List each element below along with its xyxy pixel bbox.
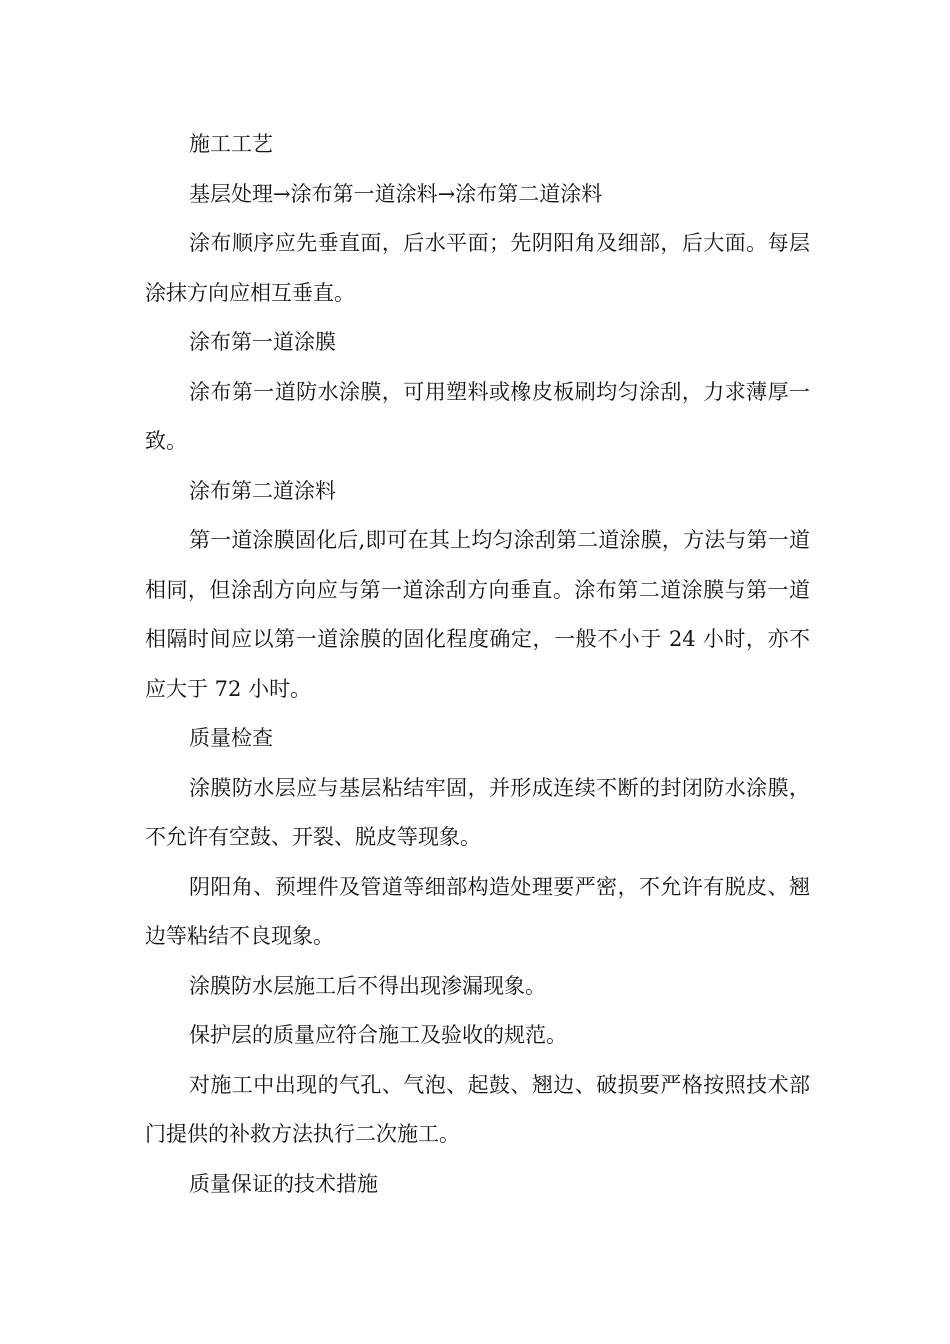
document-page — [145, 120, 810, 1209]
paragraph-inspection-bonding: 涂膜防水层应与基层粘结牢固，并形成连续不断的封闭防水涂膜，不允许有空鼓、开裂、脱皮等现象。 — [145, 775, 810, 849]
paragraph-inspection-repair: 对施工中出现的气孔、气泡、起鼓、翘边、破损要严格按照技术部门提供的补救方法执行二次施工。 — [145, 1072, 810, 1146]
heading-first-coat: 涂布第一道涂膜 — [189, 330, 336, 354]
heading-construction-process: 施工工艺 — [189, 132, 273, 156]
heading-second-coat: 涂布第二道涂料 — [189, 478, 336, 503]
process-flow: 基层处理→涂布第一道涂料→涂布第二道涂料 — [189, 181, 603, 206]
paragraph-application-order: 涂布顺序应先垂直面，后水平面；先阴阳角及细部，后大面。每层涂抹方向应相互垂直。 — [145, 231, 810, 305]
paragraph-inspection-details: 阴阳角、预埋件及管道等细部构造处理要严密，不允许有脱皮、翘边等粘结不良现象。 — [145, 874, 810, 948]
paragraph-inspection-protection: 保护层的质量应符合施工及验收的规范。 — [189, 1023, 567, 1047]
heading-quality-measures: 质量保证的技术措施 — [189, 1171, 378, 1196]
paragraph-inspection-leakage: 涂膜防水层施工后不得出现渗漏现象。 — [189, 973, 546, 998]
paragraph-first-coat: 涂布第一道防水涂膜，可用塑料或橡皮板刷均匀涂刮，力求薄厚一致。 — [145, 379, 810, 453]
heading-quality-inspection: 质量检查 — [189, 726, 273, 750]
paragraph-second-coat: 第一道涂膜固化后,即可在其上均匀涂刮第二道涂膜，方法与第一道相同，但涂刮方向应与第一道涂刮方向垂直。涂布第二道涂膜与第一道相隔时间应以第一道涂膜的固化程度确定，一般不小于 24 小时，亦不应大于 72 小时。 — [145, 528, 810, 701]
